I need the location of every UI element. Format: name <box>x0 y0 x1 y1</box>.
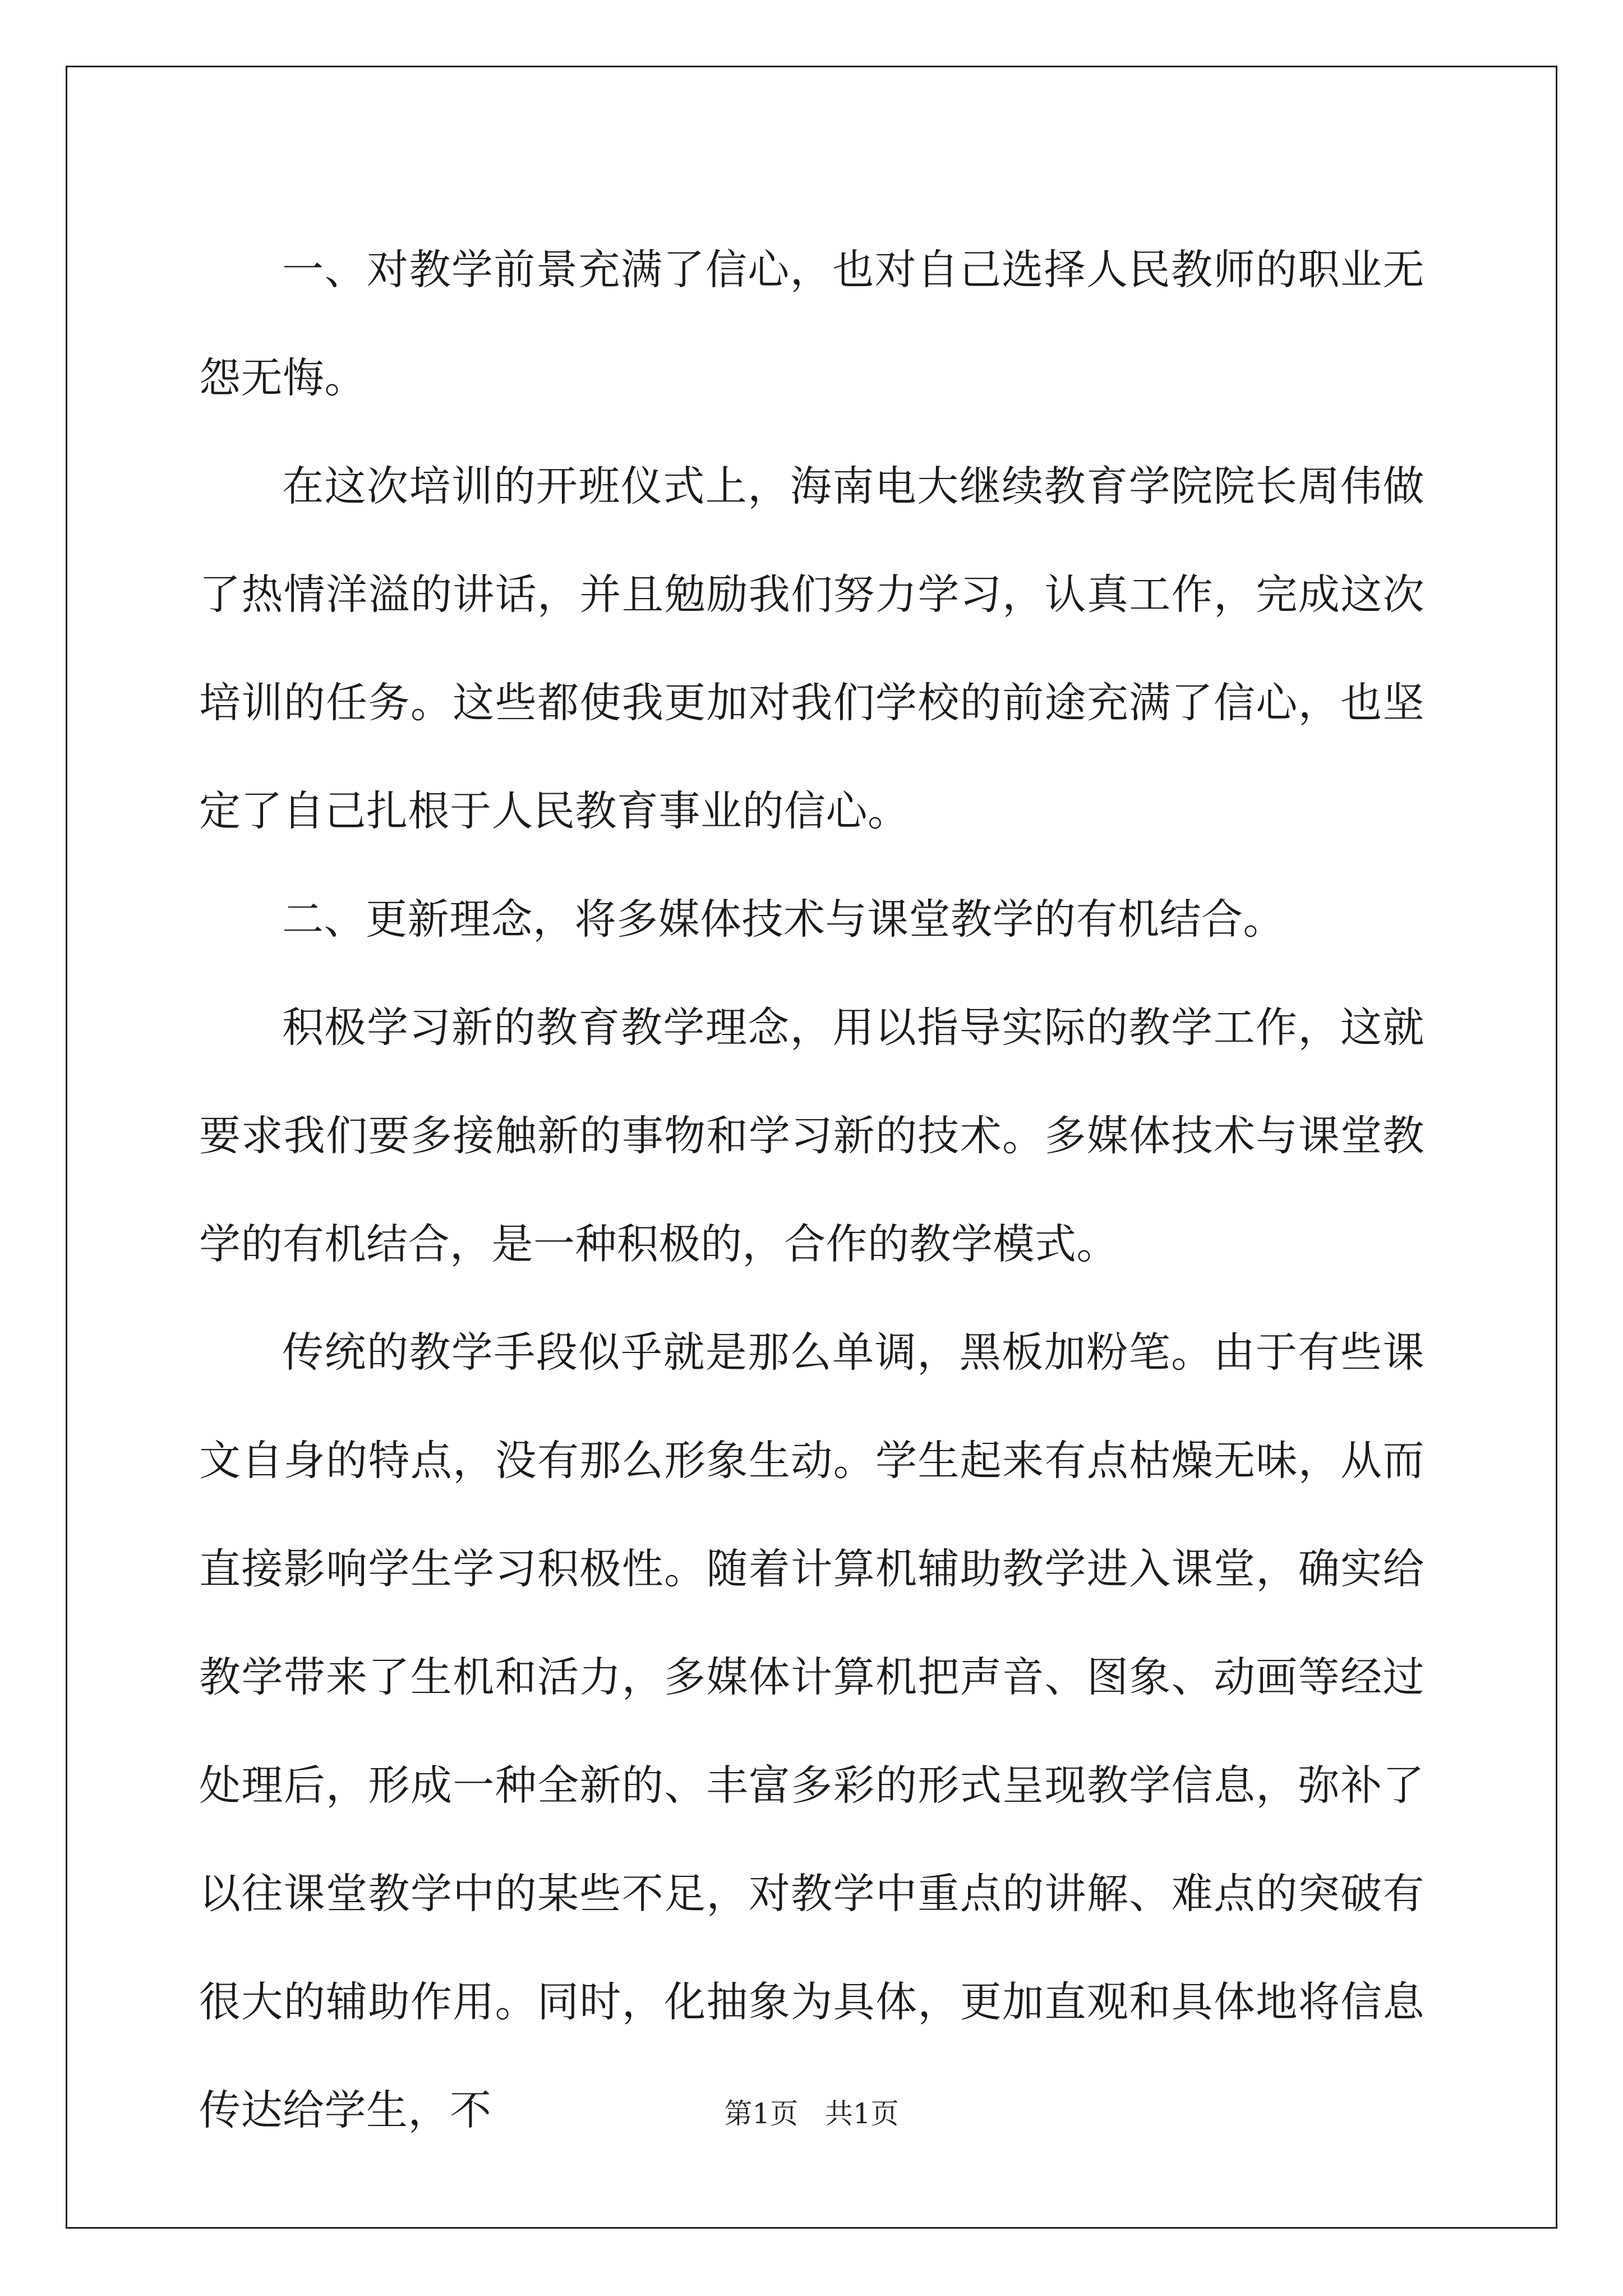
footer-spacer <box>798 2097 825 2130</box>
document-body <box>199 216 1424 2165</box>
paragraph: 一、对教学前景充满了信心，也对自己选择人民教师的职业无怨无悔。 <box>199 246 1424 402</box>
page-footer <box>0 2097 1623 2131</box>
paragraph: 在这次培训的开班仪式上，海南电大继续教育学院院长周伟做了热情洋溢的讲话，并且勉励我们努力学习，认真工作，完成这次培训的任务。这些都使我更加对我们学校的前途充满了信心，也坚定了自己扎根于人民教育事业的信心。 <box>199 462 1424 835</box>
page-total: 共1页 <box>824 2097 899 2130</box>
paragraph: 二、更新理念，将多媒体技术与课堂教学的有机结合。 <box>282 895 1285 944</box>
paragraph: 积极学习新的教育教学理念，用以指导实际的教学工作，这就要求我们要多接触新的事物和学习新的技术。多媒体技术与课堂教学的有机结合，是一种积极的，合作的教学模式。 <box>199 1004 1424 1268</box>
paragraph: 传统的教学手段似乎就是那么单调，黑板加粉笔。由于有些课文自身的特点，没有那么形象生动。学生起来有点枯燥无味，从而直接影响学生学习积极性。随着计算机辅助教学进入课堂，确实给教学带来了生机和活力，多媒体计算机把声音、图象、动画等经过处理后，形成一种全新的、丰富多彩的形式呈现教学信息，弥补了以往课堂教学中的某些不足，对教学中重点的讲解、难点的突破有很大的辅助作用。同时，化抽象为具体，更加直观和具体地将信息传达给学生，不 <box>199 1328 1424 2134</box>
page-number: 第1页 <box>724 2097 799 2130</box>
